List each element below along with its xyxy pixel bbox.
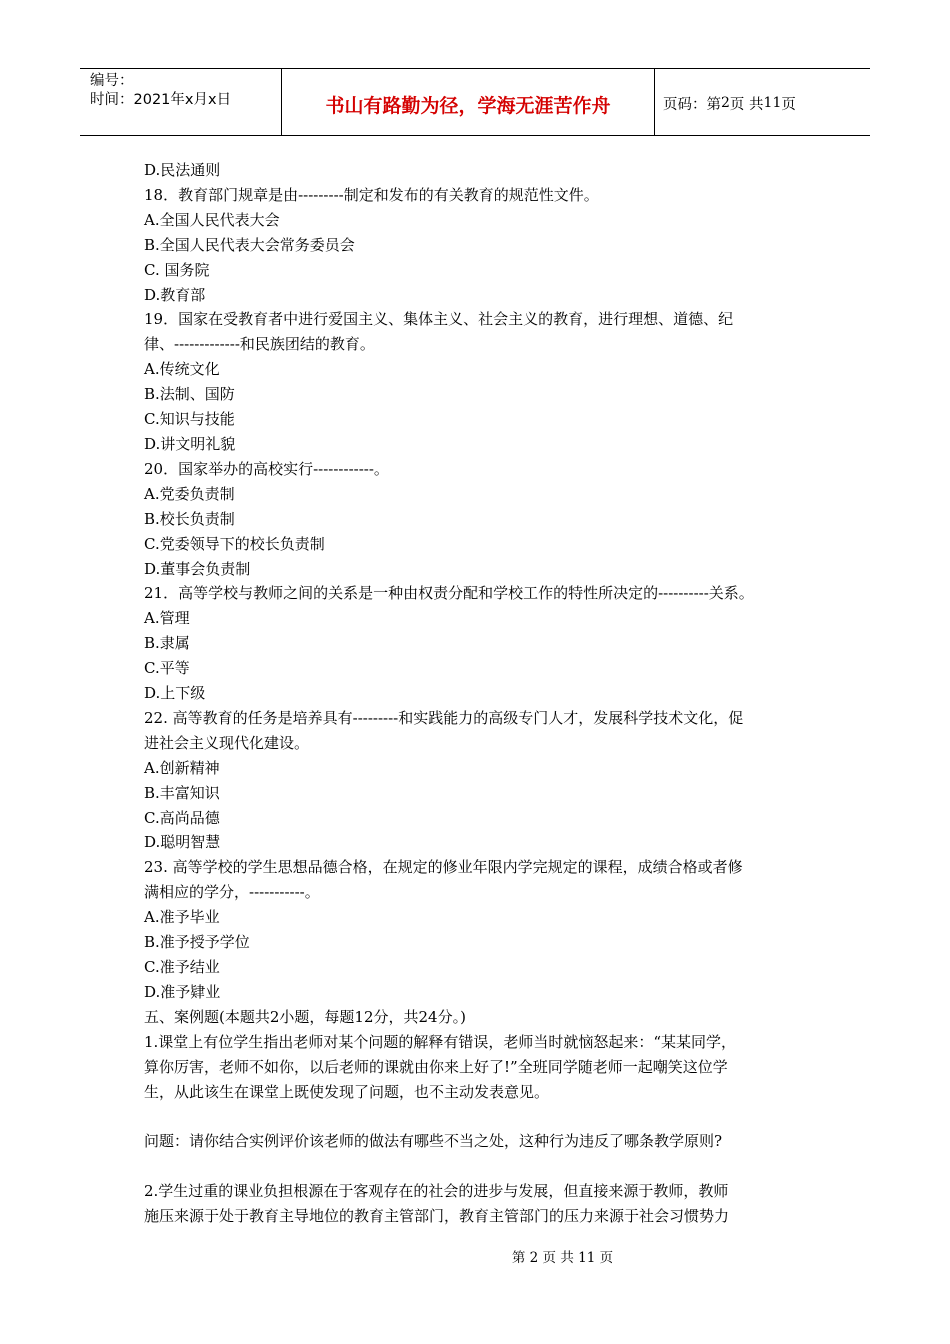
blank-line	[144, 1154, 820, 1179]
text-line: D.上下级	[144, 684, 206, 703]
text-line: 满相应的学分，-----------。	[144, 883, 320, 902]
text-line: C.高尚品德	[144, 808, 220, 827]
text-line: C. 国务院	[144, 260, 210, 279]
time-label: 时间：2021年x月x日	[90, 92, 232, 108]
page-footer: 第 2 页 共 11 页	[511, 1250, 614, 1266]
text-line: 23. 高等学校的学生思想品德合格，在规定的修业年限内学完规定的课程，成绩合格或者修	[144, 858, 743, 877]
text-line: 施压来源于处于教育主导地位的教育主管部门，教育主管部门的压力来源于社会习惯势力	[144, 1207, 730, 1226]
text-line: 律、-------------和民族团结的教育。	[144, 335, 375, 354]
header-page-info	[655, 69, 870, 135]
text-line: 算你厉害，老师不如你，以后老师的课就由你来上好了!”全班同学随老师一起嘲笑这位学	[144, 1057, 728, 1076]
text-line: 生，从此该生在课堂上既使发现了问题，也不主动发表意见。	[144, 1082, 550, 1101]
text-line: B.丰富知识	[144, 783, 220, 802]
page-total: 11	[763, 95, 782, 111]
text-line: 五、案例题(本题共2小题，每题12分，共24分。)	[144, 1007, 466, 1026]
text-line: B.法制、国防	[144, 385, 235, 404]
page-middle: 页 共	[729, 96, 764, 113]
text-line: 1.课堂上有位学生指出老师对某个问题的解释有错误，老师当时就恼怒起来：“某某同学，	[144, 1032, 736, 1051]
text-line: A.管理	[144, 609, 190, 628]
page-current: 2	[721, 95, 730, 111]
text-line: B.全国人民代表大会常务委员会	[144, 235, 355, 254]
text-line: D.聪明智慧	[144, 833, 221, 852]
text-line: 22. 高等教育的任务是培养具有---------和实践能力的高级专门人才，发展科学技术文化，促	[144, 708, 744, 727]
text-line: C.平等	[144, 659, 190, 678]
blank-line	[144, 1104, 820, 1129]
text-line: D.讲文明礼貌	[144, 434, 236, 453]
page-prefix: 页码：第	[663, 96, 721, 113]
text-line: 19．国家在受教育者中进行爱国主义、集体主义、社会主义的教育，进行理想、道德、纪	[144, 310, 734, 329]
header-meta	[80, 69, 282, 135]
text-line: C.党委领导下的校长负责制	[144, 534, 325, 553]
page-suffix: 页	[781, 96, 796, 113]
text-line: C.知识与技能	[144, 410, 235, 429]
text-line: A.全国人民代表大会	[144, 210, 280, 229]
text-line: A.党委负责制	[144, 484, 235, 503]
text-line: C.准予结业	[144, 958, 220, 976]
text-line: 21．高等学校与教师之间的关系是一种由权责分配和学校工作的特性所决定的----------关系。	[144, 584, 754, 603]
text-line: 问题：请你结合实例评价该老师的做法有哪些不当之处，这种行为违反了哪条教学原则?	[144, 1132, 723, 1151]
text-line: D.准予肄业	[144, 982, 221, 1001]
document-body	[144, 158, 820, 1229]
text-line: B.校长负责制	[144, 509, 235, 528]
text-line: 20．国家举办的高校实行------------。	[144, 459, 389, 478]
text-line: B.准予授予学位	[144, 933, 250, 952]
page-header	[80, 68, 870, 136]
text-line: 18．教育部门规章是由---------制定和发布的有关教育的规范性文件。	[144, 185, 599, 204]
text-line: B.隶属	[144, 634, 190, 653]
text-line: A.创新精神	[144, 758, 220, 777]
header-motto: 书山有路勤为径，学海无涯苦作舟	[282, 69, 655, 135]
text-line: 进社会主义现代化建设。	[144, 733, 310, 752]
text-line: D.教育部	[144, 285, 206, 304]
text-line: A.准予毕业	[144, 908, 220, 927]
text-line: 2.学生过重的课业负担根源在于客观存在的社会的进步与发展，但直接来源于教师，教师	[144, 1182, 729, 1201]
text-line: D.董事会负责制	[144, 559, 251, 578]
text-line: A.传统文化	[144, 360, 220, 379]
serial-number-label: 编号：	[90, 73, 134, 89]
text-line: D.民法通则	[144, 161, 221, 179]
